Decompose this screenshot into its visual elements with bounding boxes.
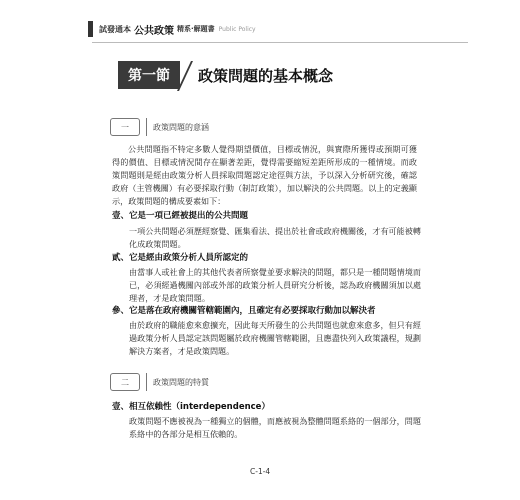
subsection-divider xyxy=(146,373,147,391)
subsection-title: 政策問題的意涵 xyxy=(153,122,209,132)
header-english-title: Public Policy xyxy=(218,25,256,33)
point-body-3: 由於政府的職能愈來愈擴充，因此每天所發生的公共問題也就愈來愈多，但只有經過政策分析人員認定該問題屬於政府機關管轄範圍，且應盡快列入政策議程，規劃解決方案者，才是政策問題。 xyxy=(129,320,421,357)
header-series: 試發通本 xyxy=(99,24,131,34)
point-body-4: 政策問題不應被視為一種獨立的個體，而應被視為整體問題系絡的一個部分，問題系絡中的各部分是相互依賴的。 xyxy=(129,416,421,440)
section-title: 政策問題的基本概念 xyxy=(198,66,334,85)
point-heading-3: 參、它是落在政府機關管轄範圍內，且確定有必要採取行動加以解決者 xyxy=(112,306,376,316)
page-number: C-1-4 xyxy=(250,467,271,476)
point-body-1: 一項公共問題必須歷經察覺、匯集看法、提出於社會或政府機關後，才有可能被轉化成政策問題。 xyxy=(129,226,421,250)
point-heading-4: 壹、相互依賴性（interdependence） xyxy=(112,402,270,412)
subsection-heading-2 xyxy=(110,372,410,392)
intro-paragraph: 公共問題指不特定多數人覺得期望價值，目標或情況，與實際所獲得或預期可獲得的價值、目標或情況間存在顯著差距，覺得需要縮短差距所形成的一種情境。而政策問題則是經由政策分析人員採取問題認定途徑與方法，予以深入分析研究後，確認政府（主管機關）有必要採取行動（制訂政策），加以解決的公共問題。以上的定義顯示，政策問題的構成要素如下： xyxy=(112,144,417,207)
running-header xyxy=(88,18,468,40)
subsection-heading-1 xyxy=(110,117,410,137)
header-subtitle: 精系·解題書 xyxy=(177,25,215,33)
point-heading-1: 壹、它是一項已經被提出的公共問題 xyxy=(112,211,249,221)
subsection-divider xyxy=(146,118,147,136)
point-body-2: 由當事人或社會上的其他代表者所察覺並要求解決的問題，都只是一種問題情境而已，必須經過機關內部或外部的政策分析人員研究分析後，認為政府機關須加以處理者，才是政策問題。 xyxy=(129,267,421,304)
subsection-number: 一 xyxy=(110,118,140,136)
section-slash-decoration xyxy=(180,61,194,89)
header-mark xyxy=(88,21,93,37)
section-heading xyxy=(118,60,333,90)
header-title: 公共政策 xyxy=(134,25,174,37)
section-number: 第一節 xyxy=(118,61,180,89)
point-heading-2: 貳、它是經由政策分析人員所認定的 xyxy=(112,253,249,263)
header-divider xyxy=(92,42,468,43)
subsection-title: 政策問題的特質 xyxy=(153,377,209,387)
subsection-number: 二 xyxy=(110,373,140,391)
